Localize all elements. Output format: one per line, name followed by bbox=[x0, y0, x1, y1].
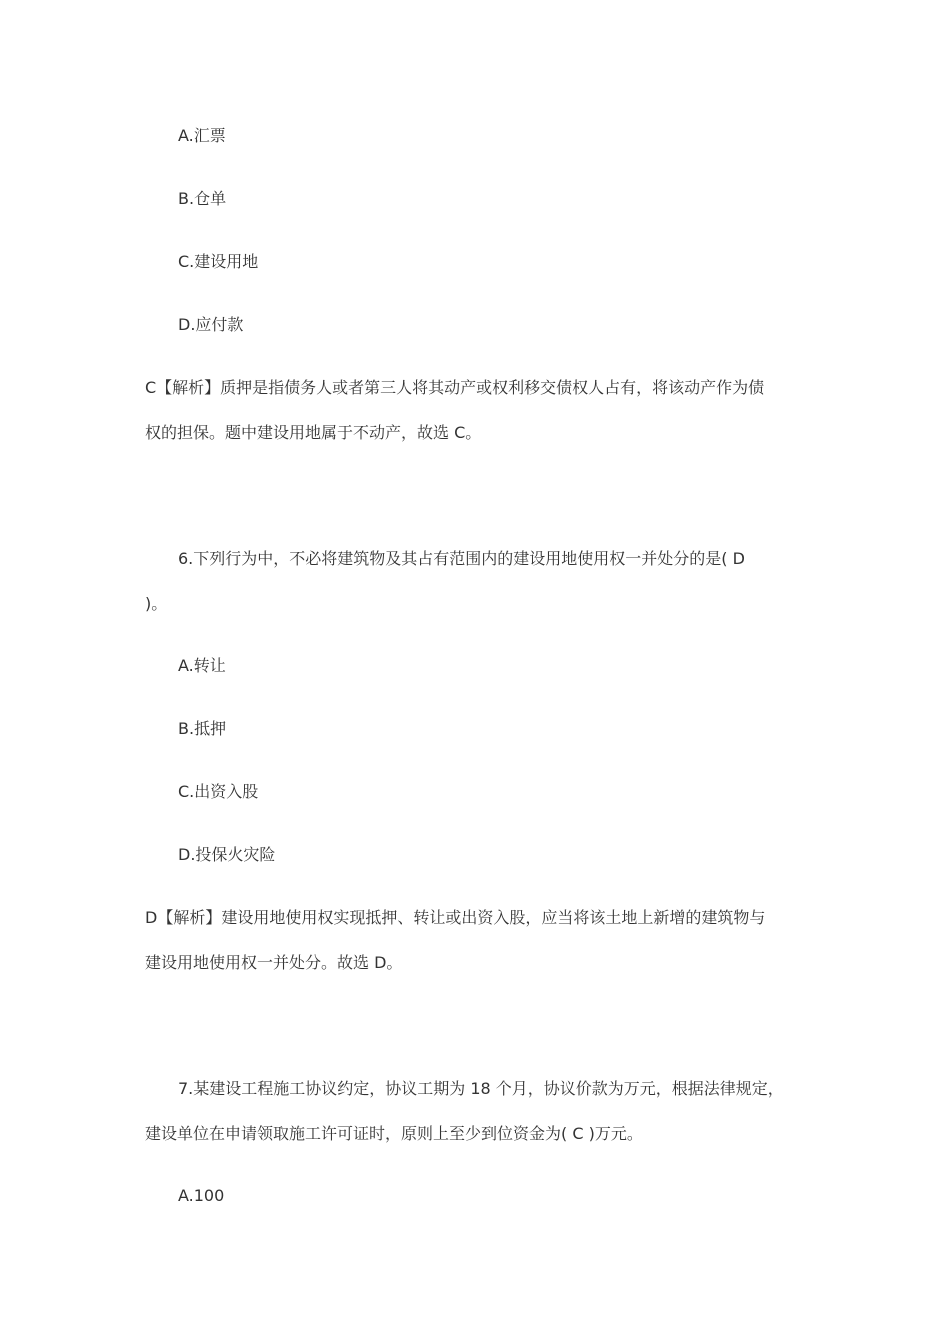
q7-option-a: A.100 bbox=[178, 1186, 225, 1205]
q6-question-line-1: 6.下列行为中，不必将建筑物及其占有范围内的建设用地使用权一并处分的是( D bbox=[178, 549, 745, 568]
q6-question-line-2: )。 bbox=[145, 594, 168, 613]
q5-analysis-line-1: C【解析】质押是指债务人或者第三人将其动产或权利移交债权人占有，将该动产作为债 bbox=[145, 378, 765, 397]
q6-option-d: D.投保火灾险 bbox=[178, 845, 276, 864]
q5-option-a: A.汇票 bbox=[178, 126, 226, 145]
q5-option-b: B.仓单 bbox=[178, 189, 227, 208]
q7-question-line-2: 建设单位在申请领取施工许可证时，原则上至少到位资金为( C )万元。 bbox=[145, 1124, 643, 1143]
q5-analysis-line-2: 权的担保。题中建设用地属于不动产，故选 C。 bbox=[145, 423, 482, 442]
q7-question-line-1: 7.某建设工程施工协议约定，协议工期为 18 个月，协议价款为万元，根据法律规定， bbox=[178, 1079, 784, 1098]
q5-option-c: C.建设用地 bbox=[178, 252, 259, 271]
q6-analysis-line-2: 建设用地使用权一并处分。故选 D。 bbox=[145, 953, 403, 972]
q6-analysis-line-1: D【解析】建设用地使用权实现抵押、转让或出资入股，应当将该土地上新增的建筑物与 bbox=[145, 908, 766, 927]
q6-option-a: A.转让 bbox=[178, 656, 226, 675]
q5-option-d: D.应付款 bbox=[178, 315, 244, 334]
q6-option-c: C.出资入股 bbox=[178, 782, 259, 801]
q6-option-b: B.抵押 bbox=[178, 719, 227, 738]
